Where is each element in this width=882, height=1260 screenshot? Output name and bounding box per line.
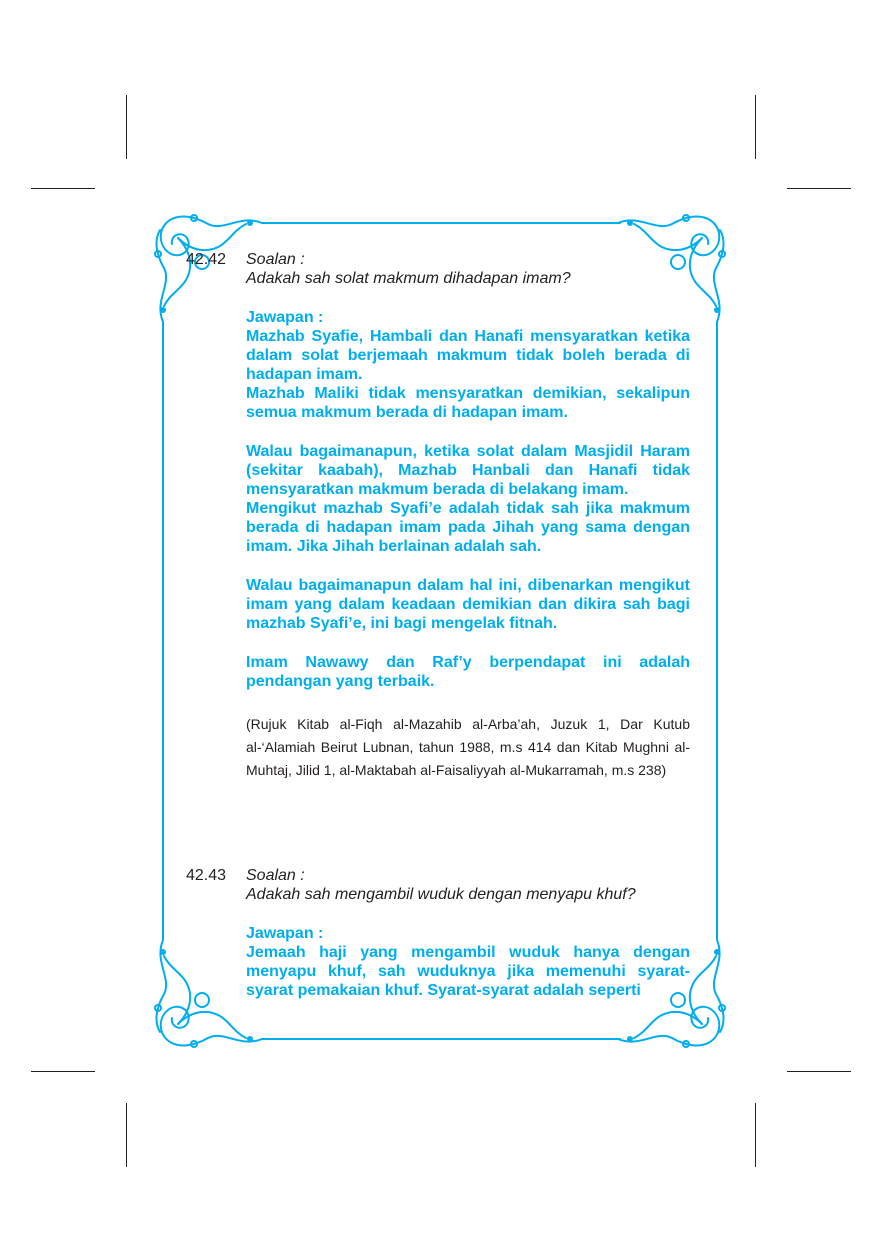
crop-mark-top-left-horizontal bbox=[31, 188, 95, 189]
question-42-43 bbox=[186, 866, 690, 1000]
question-text: Adakah sah mengambil wuduk dengan menyapu khuf? bbox=[246, 886, 636, 903]
answer-paragraph: Mengikut mazhab Syafi’e adalah tidak sah jika makmum berada di hadapan imam pada Jihah yang sama dengan imam. Jika Jihah berlainan adalah sah. bbox=[246, 500, 690, 555]
crop-mark-bottom-right-vertical bbox=[755, 1103, 756, 1167]
question-text: Adakah sah solat makmum dihadapan imam? bbox=[246, 270, 571, 287]
answer-paragraph: Walau bagaimanapun, ketika solat dalam Masjidil Haram (sekitar kaabah), Mazhab Hanbali dan Hanafi tidak mensyaratkan makmum berada di belakang imam. bbox=[246, 443, 690, 498]
jawapan-label: Jawapan : bbox=[246, 925, 324, 942]
crop-mark-top-right-vertical bbox=[755, 95, 756, 159]
crop-mark-bottom-left-vertical bbox=[126, 1103, 127, 1167]
answer-paragraph: Walau bagaimanapun dalam hal ini, dibenarkan mengikut imam yang dalam keadaan demikian dan dikira sah bagi mazhab Syafi’e, ini bagi mengelak fitnah. bbox=[246, 577, 690, 632]
question-42-42 bbox=[186, 250, 690, 782]
soalan-label: Soalan : bbox=[246, 867, 305, 884]
answer-paragraph: Imam Nawawy dan Raf’y berpendapat ini adalah pendangan yang terbaik. bbox=[246, 654, 690, 690]
crop-mark-bottom-right-horizontal bbox=[787, 1071, 851, 1072]
question-number: 42.43 bbox=[186, 867, 227, 884]
answer-paragraph: Jemaah haji yang mengambil wuduk hanya dengan menyapu khuf, sah wuduknya jika memenuhi syarat-syarat pemakaian khuf. Syarat-syarat adalah seperti bbox=[246, 944, 690, 999]
answer-paragraph: Mazhab Syafie, Hambali dan Hanafi mensyaratkan ketika dalam solat berjemaah makmum tidak boleh berada di hadapan imam. bbox=[246, 328, 690, 383]
reference-citation: (Rujuk Kitab al-Fiqh al-Mazahib al-Arba’ah, Juzuk 1, Dar Kutub al-‘Alamiah Beirut Lubnan, tahun 1988, m.s 414 dan Kitab Mughni al-Muhtaj, Jilid 1, al-Maktabah al-Faisaliyyah al-Mukarramah, m.s 238) bbox=[246, 716, 690, 778]
jawapan-label: Jawapan : bbox=[246, 309, 324, 326]
answer-paragraph: Mazhab Maliki tidak mensyaratkan demikian, sekalipun semua makmum berada di hadapan imam. bbox=[246, 385, 690, 421]
soalan-label: Soalan : bbox=[246, 251, 305, 268]
crop-mark-top-left-vertical bbox=[126, 95, 127, 159]
crop-mark-bottom-left-horizontal bbox=[31, 1071, 95, 1072]
question-number: 42.42 bbox=[186, 251, 227, 268]
crop-mark-top-right-horizontal bbox=[787, 188, 851, 189]
